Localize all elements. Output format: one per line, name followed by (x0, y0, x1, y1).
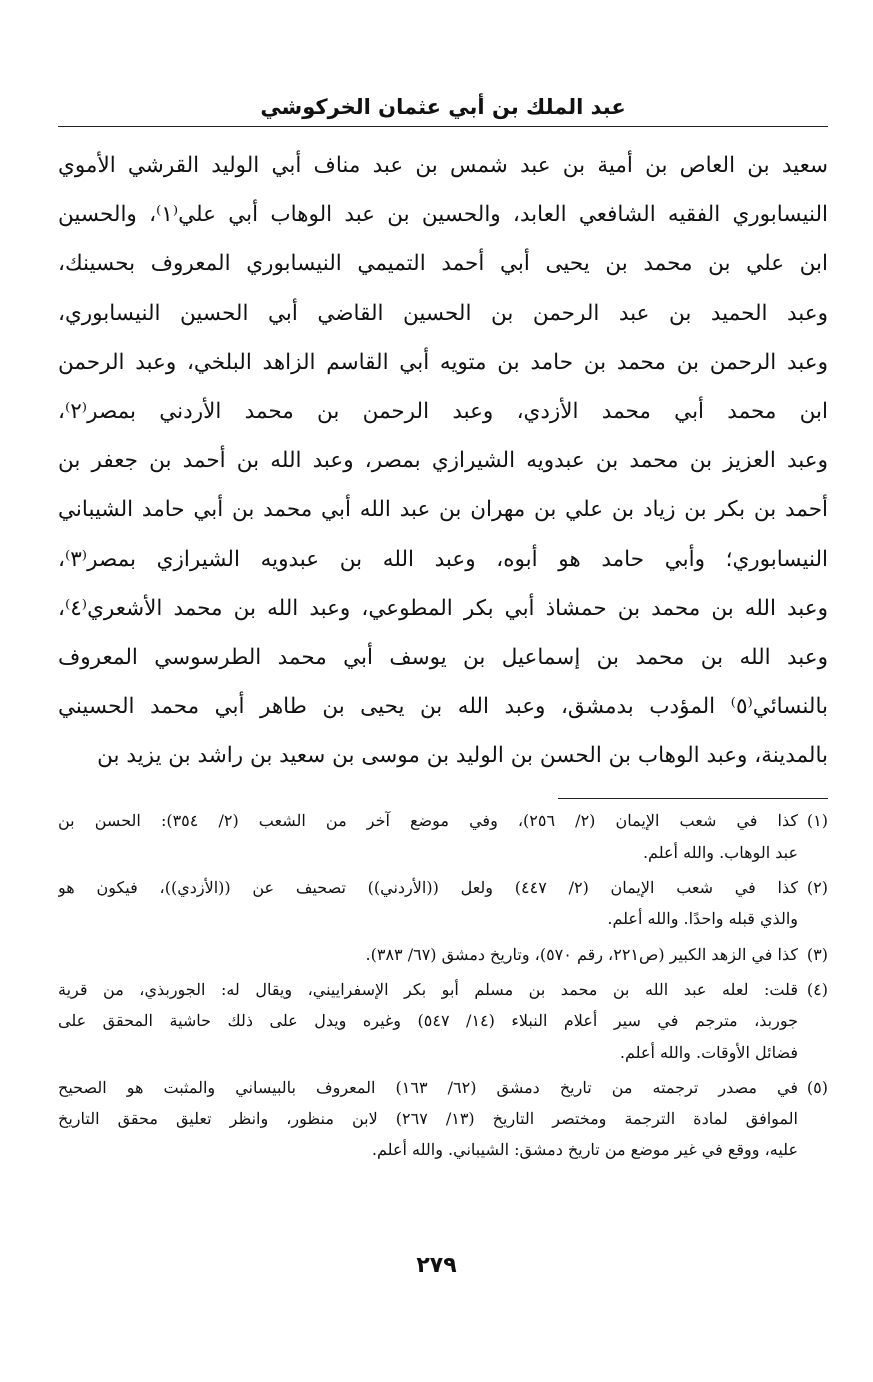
footnote (58, 974, 828, 1068)
footnote (58, 872, 828, 935)
footnote-line: والذي قبله واحدًا. والله أعلم. (607, 909, 798, 929)
page-number: ٢٧٩ (416, 1253, 457, 1278)
body-line: ابن محمد أبي محمد الأزدي، وعبد الرحمن بن محمد الأردني بمصر⁽٢⁾، (58, 398, 828, 424)
body-line: بالنسائي⁽٥⁾ المؤدب بدمشق، وعبد الله بن يحيى بن طاهر أبي محمد الحسيني (58, 694, 828, 720)
body-line: وعبد العزيز بن محمد بن عبدويه الشيرازي بمصر، وعبد الله بن أحمد بن جعفر بن (58, 448, 828, 474)
footnote (58, 939, 828, 970)
footnote-number: (٣) (806, 944, 828, 964)
footnote-line: قلت: لعله عبد الله بن محمد بن مسلم أبو بكر الإسفراييني، ويقال له: الجوربذي، من قرية (58, 979, 798, 999)
footnote-number: (٢) (806, 878, 828, 898)
footnote-line: كذا في شعب الإيمان (٢/ ٢٥٦)، وفي موضع آخر من الشعب (٢/ ٣٥٤): الحسن بن (58, 811, 798, 831)
footnote-line: عليه، ووقع في غير موضع من تاريخ دمشق: الشيباني. والله أعلم. (371, 1140, 798, 1160)
footnote-line: في مصدر ترجمته من تاريخ دمشق (٦٢/ ١٦٣) المعروف بالبيساني والمثبت هو الصحيح (58, 1077, 798, 1097)
footnote (58, 805, 828, 868)
body-line: النيسابوري؛ وأبي حامد هو أبوه، وعبد الله بن عبدويه الشيرازي بمصر⁽٣⁾، (58, 546, 828, 572)
footnote-line: كذا في الزهد الكبير (ص٢٢١، رقم ٥٧٠)، وتاريخ دمشق (٦٧/ ٣٨٣). (365, 944, 798, 964)
footnote-line: عبد الوهاب. والله أعلم. (642, 842, 798, 862)
footnote-line: جوربذ، مترجم في سير أعلام النبلاء (١٤/ ٥٤٧) وغيره ويدل على ذلك حاشية المحقق على (58, 1011, 798, 1031)
footnote (58, 1072, 828, 1166)
body-line: وعبد الحميد بن عبد الرحمن بن الحسين القاضي أبي الحسين النيسابوري، (58, 300, 828, 326)
body-line: سعيد بن العاص بن أمية بن عبد شمس بن عبد مناف أبي الوليد القرشي الأموي (58, 153, 828, 178)
footnotes (58, 805, 828, 1165)
body-line: ابن علي بن محمد بن يحيى أبي أحمد التميمي النيسابوري المعروف بحسينك، (58, 251, 828, 277)
body-line: أحمد بن بكر بن زياد بن علي بن مهران بن عبد الله أبي محمد بن أبي حامد الشيباني (58, 497, 828, 523)
footnote-number: (٤) (806, 979, 828, 999)
footnote-line: فضائل الأوقات. والله أعلم. (619, 1042, 798, 1062)
body-line: وعبد الله بن محمد بن إسماعيل بن يوسف أبي محمد الطرسوسي المعروف (58, 644, 828, 670)
footnote-line: كذا في شعب الإيمان (٢/ ٤٤٧) ولعل ((الأردني)) تصحيف عن ((الأزدي))، فيكون هو (58, 878, 798, 898)
footnote-number: (١) (806, 811, 828, 831)
footnote-number: (٥) (806, 1077, 828, 1097)
footnote-divider (558, 798, 828, 799)
body-line: النيسابوري الفقيه الشافعي العابد، والحسين بن عبد الوهاب أبي علي⁽١⁾، والحسين (58, 202, 828, 228)
book-page (58, 92, 828, 1332)
running-head: عبد الملك بن أبي عثمان الخركوشي (58, 92, 828, 127)
body-line: وعبد الله بن محمد بن حمشاذ أبي بكر المطوعي، وعبد الله بن محمد الأشعري⁽٤⁾، (58, 595, 828, 621)
body-text (58, 141, 828, 780)
body-line: بالمدينة، وعبد الوهاب بن الحسن بن الوليد بن موسى بن سعيد بن راشد بن يزيد بن (97, 743, 828, 769)
body-line: وعبد الرحمن بن محمد بن حامد بن متويه أبي القاسم الزاهد البلخي، وعبد الرحمن (58, 349, 828, 375)
footnote-line: الموافق لمادة الترجمة ومختصر التاريخ (١٣/ ٢٦٧) لابن منظور، وانظر تعليق محقق التاريخ (58, 1109, 798, 1129)
